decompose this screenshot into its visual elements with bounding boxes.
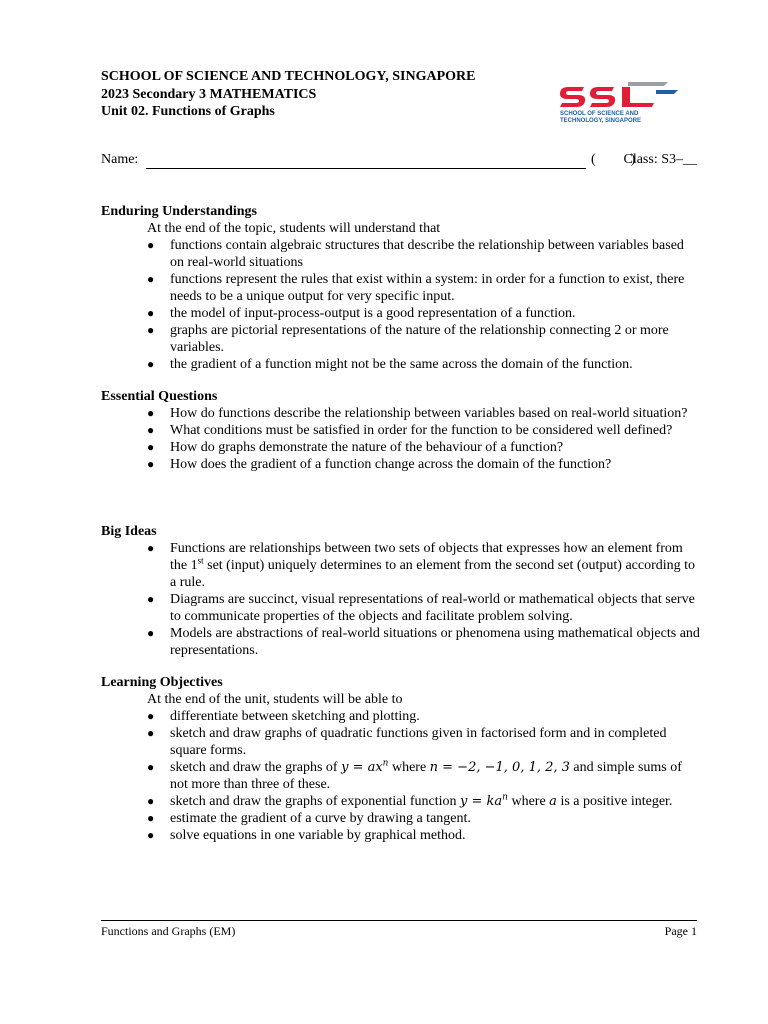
ssl-logo <box>558 80 684 124</box>
equation: $y = ka^n$ <box>460 792 508 809</box>
name-blank-line[interactable] <box>146 168 586 169</box>
bullet-list <box>101 708 701 844</box>
bullet-icon: ● <box>147 626 155 640</box>
bullet-icon: ● <box>147 406 155 420</box>
section-title: Essential Questions <box>101 389 218 404</box>
list-item: ● How do graphs demonstrate the nature of the behaviour of a function? <box>147 440 564 455</box>
section-title: Big Ideas <box>101 524 157 539</box>
bullet-icon: ● <box>147 272 155 286</box>
bullet-list <box>101 405 701 473</box>
logo-line2: TECHNOLOGY, SINGAPORE <box>560 118 642 124</box>
list-item: ● solve equations in one variable by graphical method. <box>147 828 466 843</box>
list-item: ● sketch and draw graphs of quadratic functions given in factorised form and in completed square forms. <box>147 726 667 758</box>
learning-objectives-section <box>101 674 701 844</box>
school-name: SCHOOL OF SCIENCE AND TECHNOLOGY, SINGAPORE <box>101 69 476 84</box>
section-title: Learning Objectives <box>101 675 223 690</box>
name-label: Name: <box>101 152 139 167</box>
bullet-icon: ● <box>147 357 155 371</box>
list-item: ● the gradient of a function might not be the same across the domain of the function. <box>147 357 633 372</box>
essential-questions-section <box>101 388 701 473</box>
list-item: ● estimate the gradient of a curve by drawing a tangent. <box>147 811 471 826</box>
enduring-understandings-section <box>101 203 701 373</box>
list-item: ● graphs are pictorial representations of the nature of the relationship connecting 2 or more variables. <box>147 323 669 355</box>
equation: $y = ax^n$ <box>341 758 389 775</box>
bullet-icon: ● <box>147 423 155 437</box>
footer-title: Functions and Graphs (EM) <box>101 924 236 938</box>
list-item: ● functions contain algebraic structures that describe the relationship between variables based on real-world situations <box>147 238 684 270</box>
document-header <box>101 68 475 121</box>
bullet-icon: ● <box>147 541 155 555</box>
name-row <box>101 152 697 174</box>
bullet-list <box>101 237 701 373</box>
bullet-icon: ● <box>147 440 155 454</box>
list-item: ● Diagrams are succinct, visual representations of real-world or mathematical objects that serve to communicate properties of the objects and facilitate problem solving. <box>147 592 695 624</box>
page-number: Page 1 <box>664 924 697 938</box>
bullet-icon: ● <box>147 238 155 252</box>
bullet-icon: ● <box>147 828 155 842</box>
bullet-icon: ● <box>147 760 155 774</box>
equation: a <box>549 794 557 809</box>
bullet-icon: ● <box>147 709 155 723</box>
list-item: ● sketch and draw the graphs of $y = ax^n$ where n = −2, −1, 0, 1, 2, 3 and simple sums of not more than three of these. <box>147 758 682 792</box>
list-item: ● the model of input-process-output is a good representation of a function. <box>147 306 576 321</box>
bullet-icon: ● <box>147 794 155 808</box>
unit-title: Unit 02. Functions of Graphs <box>101 104 275 119</box>
bullet-icon: ● <box>147 592 155 606</box>
register-number-blank[interactable]: ( ) <box>591 152 636 167</box>
section-title: Enduring Understandings <box>101 204 258 219</box>
list-item: ● How does the gradient of a function change across the domain of the function? <box>147 457 612 472</box>
bullet-icon: ● <box>147 323 155 337</box>
class-label: Class: S3–__ <box>623 152 697 167</box>
bullet-list <box>101 540 701 659</box>
section-intro: At the end of the unit, students will be able to <box>147 692 403 707</box>
list-item: ● Functions are relationships between two sets of objects that expresses how an element from the 1st set (input) uniquely determines to an element from the second set (output) according to a rule. <box>147 541 696 590</box>
course-title: 2023 Secondary 3 MATHEMATICS <box>101 86 317 102</box>
list-item: ● differentiate between sketching and plotting. <box>147 709 420 724</box>
bullet-icon: ● <box>147 726 155 740</box>
list-item: ● sketch and draw the graphs of exponential function $y = ka^n$ where a is a positive integer. <box>147 792 673 809</box>
list-item: ● How do functions describe the relationship between variables based on real-world situation? <box>147 406 688 421</box>
bullet-icon: ● <box>147 306 155 320</box>
equation: n = −2, −1, 0, 1, 2, 3 <box>429 760 570 775</box>
bullet-icon: ● <box>147 811 155 825</box>
big-ideas-section <box>101 523 701 659</box>
list-item: ● What conditions must be satisfied in order for the function to be considered well defined? <box>147 423 673 438</box>
section-intro: At the end of the topic, students will understand that <box>147 221 441 236</box>
logo-wordmark <box>560 82 678 107</box>
list-item: ● Models are abstractions of real-world situations or phenomena using mathematical objects and representations. <box>147 626 700 658</box>
footer-divider <box>101 920 697 921</box>
list-item: ● functions represent the rules that exist within a system: in order for a function to exist, there needs to be a unique output for very specific input. <box>147 272 685 304</box>
bullet-icon: ● <box>147 457 155 471</box>
logo-line1: SCHOOL OF SCIENCE AND <box>560 111 639 117</box>
